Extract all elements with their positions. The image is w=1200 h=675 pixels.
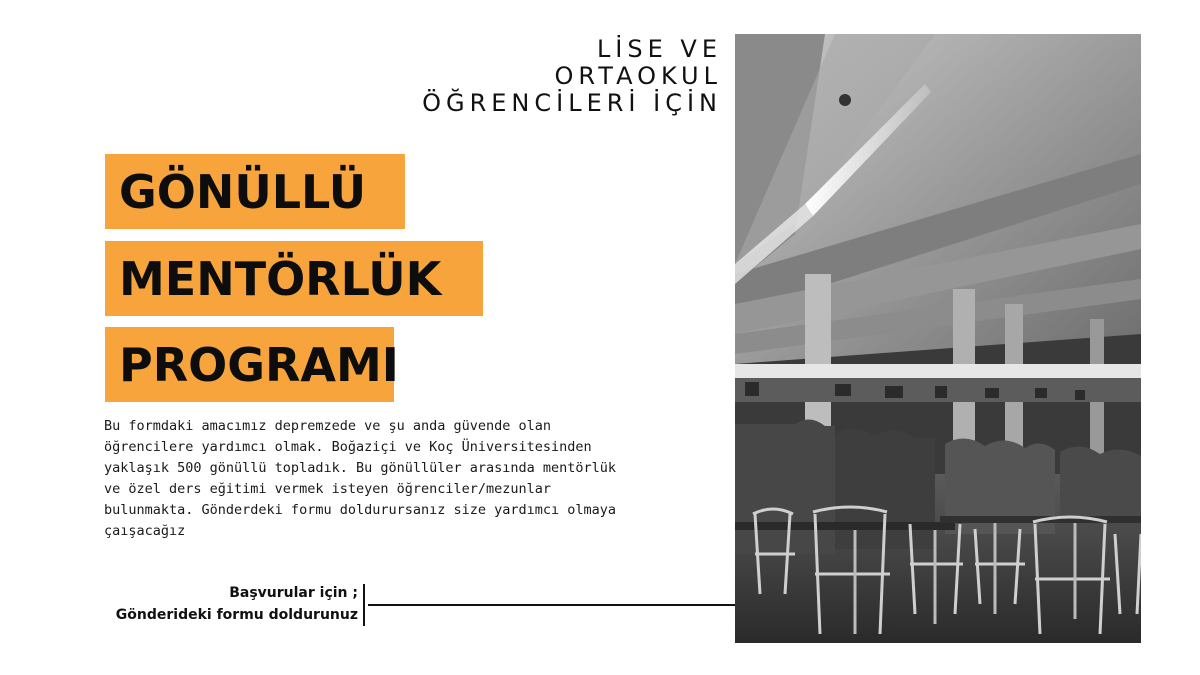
- subtitle-line-3: ÖĞRENCİLERİ İÇİN: [422, 89, 722, 117]
- description-line: çaışacağız: [104, 523, 186, 539]
- title-line-3: PROGRAMI: [119, 337, 399, 392]
- divider-vertical: [363, 584, 365, 626]
- title-box-3: [105, 327, 399, 402]
- description-paragraph: [104, 416, 704, 542]
- title-line-2: MENTÖRLÜK: [119, 251, 442, 306]
- subtitle-line-1: LİSE VE: [596, 35, 722, 63]
- title-box-2: [105, 241, 483, 316]
- description-line: yaklaşık 500 gönüllü topladık. Bu gönüllüler arasında mentörlük: [104, 460, 617, 476]
- description-line: öğrencilere yardımcı olmak. Boğaziçi ve Koç Üniversitesinden: [104, 439, 592, 455]
- description-line: ve özel ders eğitimi vermek isteyen öğrenciler/mezunlar: [104, 481, 552, 497]
- title-line-1: GÖNÜLLÜ: [119, 164, 367, 219]
- subtitle-line-2: ORTAOKUL: [554, 62, 722, 90]
- description-line: Bu formdaki amacımız depremzede ve şu anda güvende olan: [104, 418, 552, 434]
- title-box-1: [105, 154, 405, 229]
- description-line: bulunmakta. Gönderdeki formu doldurursanız size yardımcı olmaya: [104, 502, 617, 518]
- application-note: [100, 582, 358, 626]
- library-photo: [735, 34, 1141, 643]
- application-label: Başvurular için ;: [229, 585, 358, 601]
- application-instruction: Gönderideki formu doldurunuz: [115, 607, 358, 623]
- audience-subtitle: [422, 36, 722, 117]
